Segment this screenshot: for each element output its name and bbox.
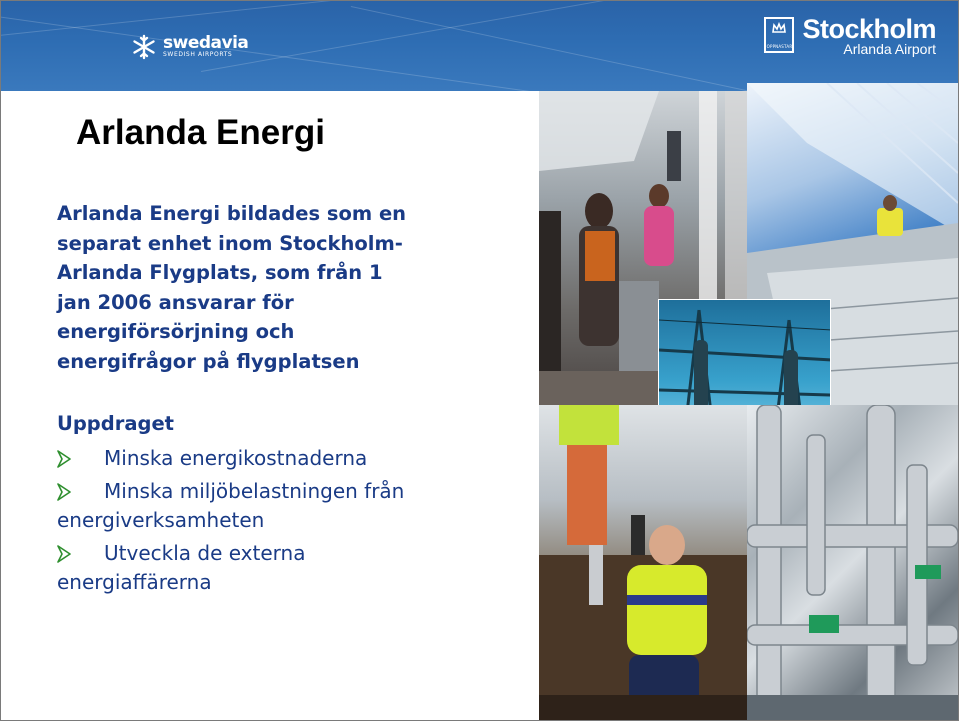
intro-line: Arlanda Flygplats, som från 1 bbox=[57, 261, 383, 284]
list-item bbox=[57, 539, 537, 597]
intro-paragraph bbox=[57, 199, 527, 376]
bullet-list bbox=[57, 444, 537, 597]
intro-line: energifrågor på flygplatsen bbox=[57, 349, 360, 373]
field-worker-photo bbox=[539, 405, 757, 720]
snowflake-icon bbox=[131, 34, 157, 60]
list-item bbox=[57, 477, 537, 535]
intro-line: separat enhet inom Stockholm- bbox=[57, 231, 403, 255]
list-item bbox=[57, 444, 537, 473]
intro-line: Arlanda Energi bildades som en bbox=[57, 202, 407, 225]
bullet-text: Minska miljöbelastningen från bbox=[104, 479, 405, 503]
arrowhead-bullet-icon bbox=[57, 483, 71, 501]
bullet-text-continued: energiverksamheten bbox=[57, 508, 265, 532]
arlanda-airport-wordmark: Arlanda Airport bbox=[843, 41, 936, 57]
bullet-text-continued: energiaffärerna bbox=[57, 570, 212, 594]
crown-icon bbox=[771, 21, 787, 35]
slide-title: Arlanda Energi bbox=[76, 113, 325, 152]
arrowhead-bullet-icon bbox=[57, 450, 71, 468]
section-heading: Uppdraget bbox=[57, 412, 174, 435]
swedavia-name: swedavia bbox=[163, 33, 249, 53]
swedavia-tagline: SWEDISH AIRPORTS bbox=[163, 51, 233, 58]
intro-line: energiförsörjning och bbox=[57, 320, 295, 343]
badge-label: OPPNASTAR bbox=[766, 44, 793, 49]
bullet-text: Minska energikostnaderna bbox=[104, 446, 368, 470]
stockholm-arlanda-logo bbox=[764, 15, 936, 56]
intro-line: jan 2006 ansvarar för bbox=[57, 290, 294, 314]
bullet-text: Utveckla de externa bbox=[104, 541, 306, 565]
header-band bbox=[1, 1, 958, 91]
stockholm-wordmark: Stockholm bbox=[802, 14, 936, 44]
swedavia-logo bbox=[131, 29, 248, 65]
arrowhead-bullet-icon bbox=[57, 545, 71, 563]
crown-badge-icon bbox=[764, 17, 794, 53]
piping-plant-photo bbox=[747, 405, 958, 720]
